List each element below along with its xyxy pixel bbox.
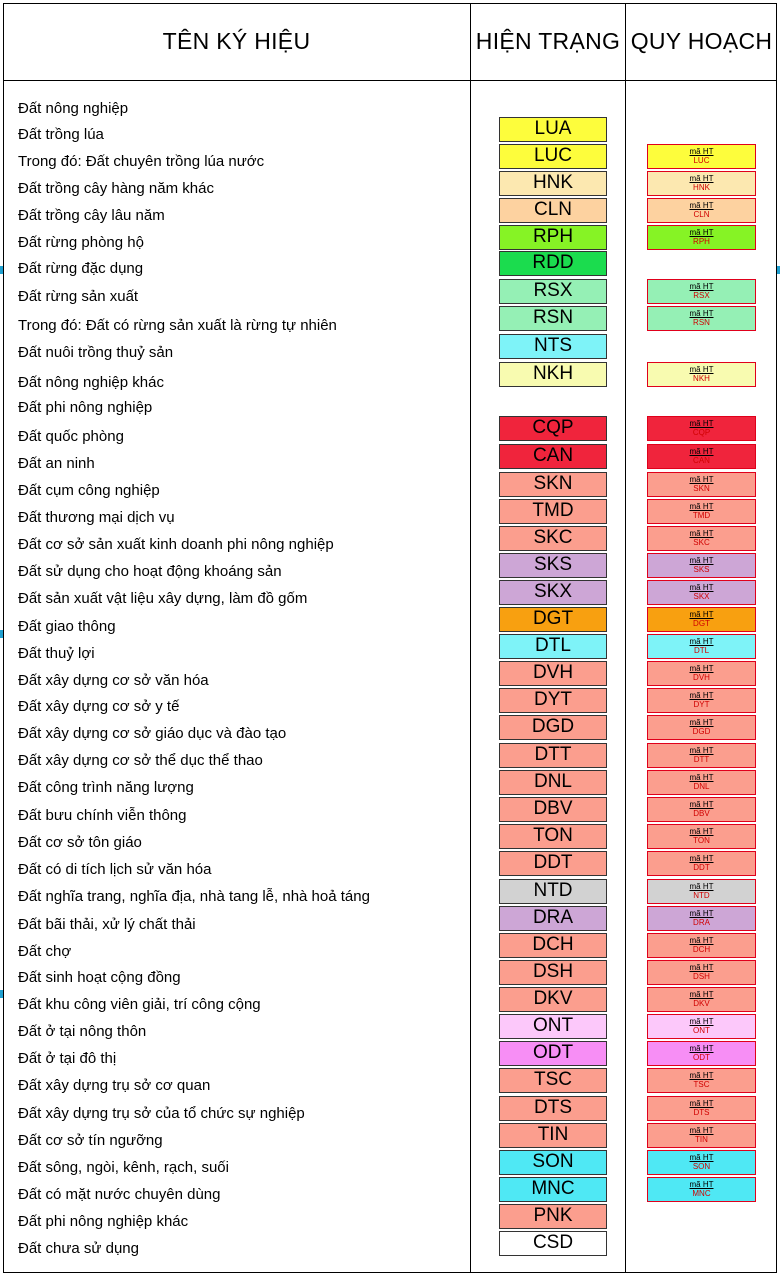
plan-swatch-caption: mã HT xyxy=(689,365,714,374)
current-code-swatch: DKV xyxy=(499,987,607,1012)
plan-swatch-caption: mã HT xyxy=(689,556,714,565)
row-label: Đất nghĩa trang, nghĩa địa, nhà tang lễ, nhà hoả táng xyxy=(18,888,370,905)
plan-swatch-code: DTT xyxy=(693,755,710,764)
current-code-swatch: DGD xyxy=(499,715,607,740)
plan-code-swatch xyxy=(647,225,756,250)
current-code-swatch: LUC xyxy=(499,144,607,169)
current-code-swatch: CQP xyxy=(499,416,607,441)
plan-code-swatch xyxy=(647,743,756,768)
plan-code-swatch xyxy=(647,987,756,1012)
current-code-swatch: DCH xyxy=(499,933,607,958)
plan-code-swatch xyxy=(647,879,756,904)
plan-swatch-code: DTS xyxy=(693,1108,710,1117)
plan-code-swatch xyxy=(647,198,756,223)
plan-code-swatch xyxy=(647,1068,756,1093)
current-code-swatch: MNC xyxy=(499,1177,607,1202)
current-code-swatch: DTS xyxy=(499,1096,607,1121)
row-label: Đất nuôi trồng thuỷ sản xyxy=(18,344,174,361)
plan-swatch-caption: mã HT xyxy=(689,664,714,673)
header-divider xyxy=(3,80,777,81)
plan-swatch-caption: mã HT xyxy=(689,718,714,727)
row-label: Đất khu công viên giải, trí công cộng xyxy=(18,996,261,1013)
plan-swatch-caption: mã HT xyxy=(689,963,714,972)
current-code-swatch: DDT xyxy=(499,851,607,876)
row-label: Đất sông, ngòi, kênh, rạch, suối xyxy=(18,1159,229,1176)
current-code-swatch: PNK xyxy=(499,1204,607,1229)
plan-swatch-code: DSH xyxy=(693,972,710,981)
row-label: Đất sử dụng cho hoạt động khoáng sản xyxy=(18,563,282,580)
row-label: Đất giao thông xyxy=(18,618,116,635)
row-label: Đất rừng phòng hộ xyxy=(18,234,144,251)
row-label: Đất sinh hoạt cộng đồng xyxy=(18,969,181,986)
plan-swatch-caption: mã HT xyxy=(689,637,714,646)
plan-swatch-caption: mã HT xyxy=(689,583,714,592)
row-label: Đất quốc phòng xyxy=(18,428,124,445)
plan-code-swatch xyxy=(647,416,756,441)
row-label: Đất bãi thải, xử lý chất thải xyxy=(18,916,196,933)
plan-swatch-code: CAN xyxy=(693,456,710,465)
current-code-swatch: SKS xyxy=(499,553,607,578)
plan-swatch-code: ODT xyxy=(693,1053,710,1062)
current-code-swatch: SKN xyxy=(499,472,607,497)
plan-swatch-code: TMD xyxy=(692,511,711,520)
row-label: Đất an ninh xyxy=(18,455,95,472)
plan-code-swatch xyxy=(647,1123,756,1148)
current-code-swatch: DRA xyxy=(499,906,607,931)
plan-code-swatch xyxy=(647,1096,756,1121)
plan-code-swatch xyxy=(647,580,756,605)
plan-swatch-code: DGD xyxy=(692,727,711,736)
row-label: Đất trồng lúa xyxy=(18,126,104,143)
current-code-swatch: LUA xyxy=(499,117,607,142)
current-code-swatch: DNL xyxy=(499,770,607,795)
plan-swatch-caption: mã HT xyxy=(689,909,714,918)
row-label: Đất chợ xyxy=(18,943,72,960)
plan-swatch-caption: mã HT xyxy=(689,502,714,511)
current-code-swatch: SON xyxy=(499,1150,607,1175)
plan-swatch-code: MNC xyxy=(692,1189,711,1198)
row-label: Đất xây dựng trụ sở của tổ chức sự nghiệp xyxy=(18,1105,305,1122)
plan-swatch-code: DTL xyxy=(693,646,710,655)
plan-swatch-code: HNK xyxy=(693,183,710,192)
plan-code-swatch xyxy=(647,688,756,713)
plan-swatch-caption: mã HT xyxy=(689,228,714,237)
plan-code-swatch xyxy=(647,851,756,876)
plan-swatch-code: CQP xyxy=(692,428,711,437)
plan-swatch-caption: mã HT xyxy=(689,1017,714,1026)
plan-swatch-code: SKS xyxy=(693,565,710,574)
plan-code-swatch xyxy=(647,171,756,196)
plan-swatch-code: RSX xyxy=(693,291,710,300)
plan-code-swatch xyxy=(647,362,756,387)
current-code-swatch: DTT xyxy=(499,743,607,768)
row-label: Đất trồng cây lâu năm xyxy=(18,207,165,224)
plan-swatch-code: SON xyxy=(692,1162,711,1171)
plan-swatch-code: NTD xyxy=(693,891,710,900)
row-label: Đất ở tại đô thị xyxy=(18,1050,117,1067)
plan-swatch-code: RPH xyxy=(693,237,710,246)
plan-swatch-caption: mã HT xyxy=(689,174,714,183)
plan-swatch-code: DCH xyxy=(692,945,711,954)
plan-swatch-caption: mã HT xyxy=(689,882,714,891)
row-label: Đất có di tích lịch sử văn hóa xyxy=(18,861,212,878)
plan-code-swatch xyxy=(647,306,756,331)
current-code-swatch: DBV xyxy=(499,797,607,822)
plan-swatch-caption: mã HT xyxy=(689,1180,714,1189)
plan-code-swatch xyxy=(647,715,756,740)
row-label: Đất phi nông nghiệp khác xyxy=(18,1213,189,1230)
current-code-swatch: HNK xyxy=(499,171,607,196)
current-code-swatch: TSC xyxy=(499,1068,607,1093)
plan-code-swatch xyxy=(647,661,756,686)
current-code-swatch: TON xyxy=(499,824,607,849)
plan-swatch-caption: mã HT xyxy=(689,419,714,428)
plan-swatch-caption: mã HT xyxy=(689,827,714,836)
column-divider xyxy=(470,3,471,1273)
plan-swatch-caption: mã HT xyxy=(689,529,714,538)
plan-swatch-code: DRA xyxy=(693,918,710,927)
plan-code-swatch xyxy=(647,933,756,958)
current-code-swatch: CAN xyxy=(499,444,607,469)
row-label: Đất thương mại dịch vụ xyxy=(18,509,175,526)
current-code-swatch: RSX xyxy=(499,279,607,304)
current-code-swatch: DGT xyxy=(499,607,607,632)
plan-code-swatch xyxy=(647,634,756,659)
plan-swatch-caption: mã HT xyxy=(689,990,714,999)
plan-code-swatch xyxy=(647,906,756,931)
plan-swatch-caption: mã HT xyxy=(689,800,714,809)
current-code-swatch: NKH xyxy=(499,362,607,387)
current-code-swatch: DVH xyxy=(499,661,607,686)
plan-swatch-code: DDT xyxy=(693,863,710,872)
plan-swatch-caption: mã HT xyxy=(689,936,714,945)
row-label: Đất có mặt nước chuyên dùng xyxy=(18,1186,221,1203)
plan-swatch-code: DYT xyxy=(693,700,710,709)
plan-swatch-caption: mã HT xyxy=(689,201,714,210)
plan-swatch-code: RSN xyxy=(693,318,710,327)
current-code-swatch: DSH xyxy=(499,960,607,985)
plan-swatch-caption: mã HT xyxy=(689,854,714,863)
current-code-swatch: SKX xyxy=(499,580,607,605)
plan-swatch-caption: mã HT xyxy=(689,691,714,700)
current-code-swatch: NTS xyxy=(499,334,607,359)
current-code-swatch: TIN xyxy=(499,1123,607,1148)
row-label: Đất công trình năng lượng xyxy=(18,779,194,796)
row-label: Đất rừng đặc dụng xyxy=(18,260,144,277)
row-label: Đất cơ sở sản xuất kinh doanh phi nông nghiệp xyxy=(18,536,334,553)
plan-code-swatch xyxy=(647,1014,756,1039)
current-code-swatch: DTL xyxy=(499,634,607,659)
plan-swatch-code: SKC xyxy=(693,538,710,547)
plan-swatch-code: TSC xyxy=(693,1080,710,1089)
plan-swatch-code: LUC xyxy=(693,156,710,165)
row-label: Đất thuỷ lợi xyxy=(18,645,95,662)
plan-code-swatch xyxy=(647,526,756,551)
plan-swatch-caption: mã HT xyxy=(689,746,714,755)
current-code-swatch: RSN xyxy=(499,306,607,331)
header-name-column: TÊN KÝ HIỆU xyxy=(162,28,311,54)
current-code-swatch: NTD xyxy=(499,879,607,904)
plan-swatch-code: CLN xyxy=(693,210,710,219)
plan-swatch-code: DBV xyxy=(693,809,710,818)
column-divider xyxy=(625,3,626,1273)
row-label: Đất xây dựng cơ sở văn hóa xyxy=(18,672,209,689)
plan-swatch-caption: mã HT xyxy=(689,1044,714,1053)
row-label: Đất cơ sở tôn giáo xyxy=(18,834,142,851)
row-label: Đất cụm công nghiệp xyxy=(18,482,160,499)
plan-swatch-code: DGT xyxy=(693,619,710,628)
plan-code-swatch xyxy=(647,1041,756,1066)
plan-code-swatch xyxy=(647,1177,756,1202)
plan-code-swatch xyxy=(647,144,756,169)
edge-marker xyxy=(0,630,3,638)
plan-code-swatch xyxy=(647,607,756,632)
current-code-swatch: ONT xyxy=(499,1014,607,1039)
row-label: Đất bưu chính viễn thông xyxy=(18,807,187,824)
current-code-swatch: TMD xyxy=(499,499,607,524)
row-label: Đất xây dựng cơ sở giáo dục và đào tạo xyxy=(18,725,287,742)
current-code-swatch: SKC xyxy=(499,526,607,551)
plan-swatch-caption: mã HT xyxy=(689,147,714,156)
row-label: Đất chưa sử dụng xyxy=(18,1240,139,1257)
plan-code-swatch xyxy=(647,960,756,985)
row-label: Đất xây dựng cơ sở thể dục thể thao xyxy=(18,752,263,769)
row-label: Đất rừng sản xuất xyxy=(18,288,139,305)
current-code-swatch: CLN xyxy=(499,198,607,223)
plan-swatch-code: ONT xyxy=(693,1026,710,1035)
plan-swatch-code: DKV xyxy=(693,999,710,1008)
plan-code-swatch xyxy=(647,472,756,497)
current-code-swatch: CSD xyxy=(499,1231,607,1256)
plan-swatch-code: TON xyxy=(693,836,710,845)
plan-code-swatch xyxy=(647,499,756,524)
header-current-column: HIỆN TRẠNG xyxy=(475,28,621,54)
current-code-swatch: ODT xyxy=(499,1041,607,1066)
plan-swatch-code: SKX xyxy=(693,592,710,601)
plan-swatch-caption: mã HT xyxy=(689,1153,714,1162)
plan-swatch-caption: mã HT xyxy=(689,475,714,484)
row-label: Đất sản xuất vật liệu xây dựng, làm đồ gốm xyxy=(18,590,308,607)
row-label: Đất nông nghiệp xyxy=(18,100,129,117)
plan-swatch-code: DNL xyxy=(693,782,710,791)
plan-code-swatch xyxy=(647,1150,756,1175)
row-label: Đất ở tại nông thôn xyxy=(18,1023,147,1040)
plan-code-swatch xyxy=(647,824,756,849)
row-label: Đất cơ sở tín ngưỡng xyxy=(18,1132,163,1149)
header-plan-column: QUY HOẠCH xyxy=(630,28,773,54)
current-code-swatch: DYT xyxy=(499,688,607,713)
plan-code-swatch xyxy=(647,444,756,469)
plan-swatch-code: TIN xyxy=(695,1135,708,1144)
row-label: Đất xây dựng cơ sở y tế xyxy=(18,698,180,715)
plan-code-swatch xyxy=(647,770,756,795)
plan-code-swatch xyxy=(647,279,756,304)
current-code-swatch: RDD xyxy=(499,251,607,276)
row-label: Đất nông nghiệp khác xyxy=(18,374,164,391)
plan-swatch-caption: mã HT xyxy=(689,282,714,291)
plan-code-swatch xyxy=(647,797,756,822)
plan-swatch-code: SKN xyxy=(693,484,710,493)
plan-code-swatch xyxy=(647,553,756,578)
plan-swatch-code: NKH xyxy=(693,374,710,383)
plan-swatch-caption: mã HT xyxy=(689,309,714,318)
row-label: Trong đó: Đất chuyên trồng lúa nước xyxy=(18,153,265,170)
plan-swatch-code: DVH xyxy=(693,673,710,682)
plan-swatch-caption: mã HT xyxy=(689,1099,714,1108)
current-code-swatch: RPH xyxy=(499,225,607,250)
edge-marker xyxy=(0,266,3,274)
row-label: Đất trồng cây hàng năm khác xyxy=(18,180,214,197)
plan-swatch-caption: mã HT xyxy=(689,610,714,619)
row-label: Đất xây dựng trụ sở cơ quan xyxy=(18,1077,211,1094)
plan-swatch-caption: mã HT xyxy=(689,773,714,782)
row-label: Trong đó: Đất có rừng sản xuất là rừng tự nhiên xyxy=(18,317,337,334)
plan-swatch-caption: mã HT xyxy=(689,447,714,456)
edge-marker xyxy=(0,990,3,998)
plan-swatch-caption: mã HT xyxy=(689,1071,714,1080)
plan-swatch-caption: mã HT xyxy=(689,1126,714,1135)
row-label: Đất phi nông nghiệp xyxy=(18,399,153,416)
